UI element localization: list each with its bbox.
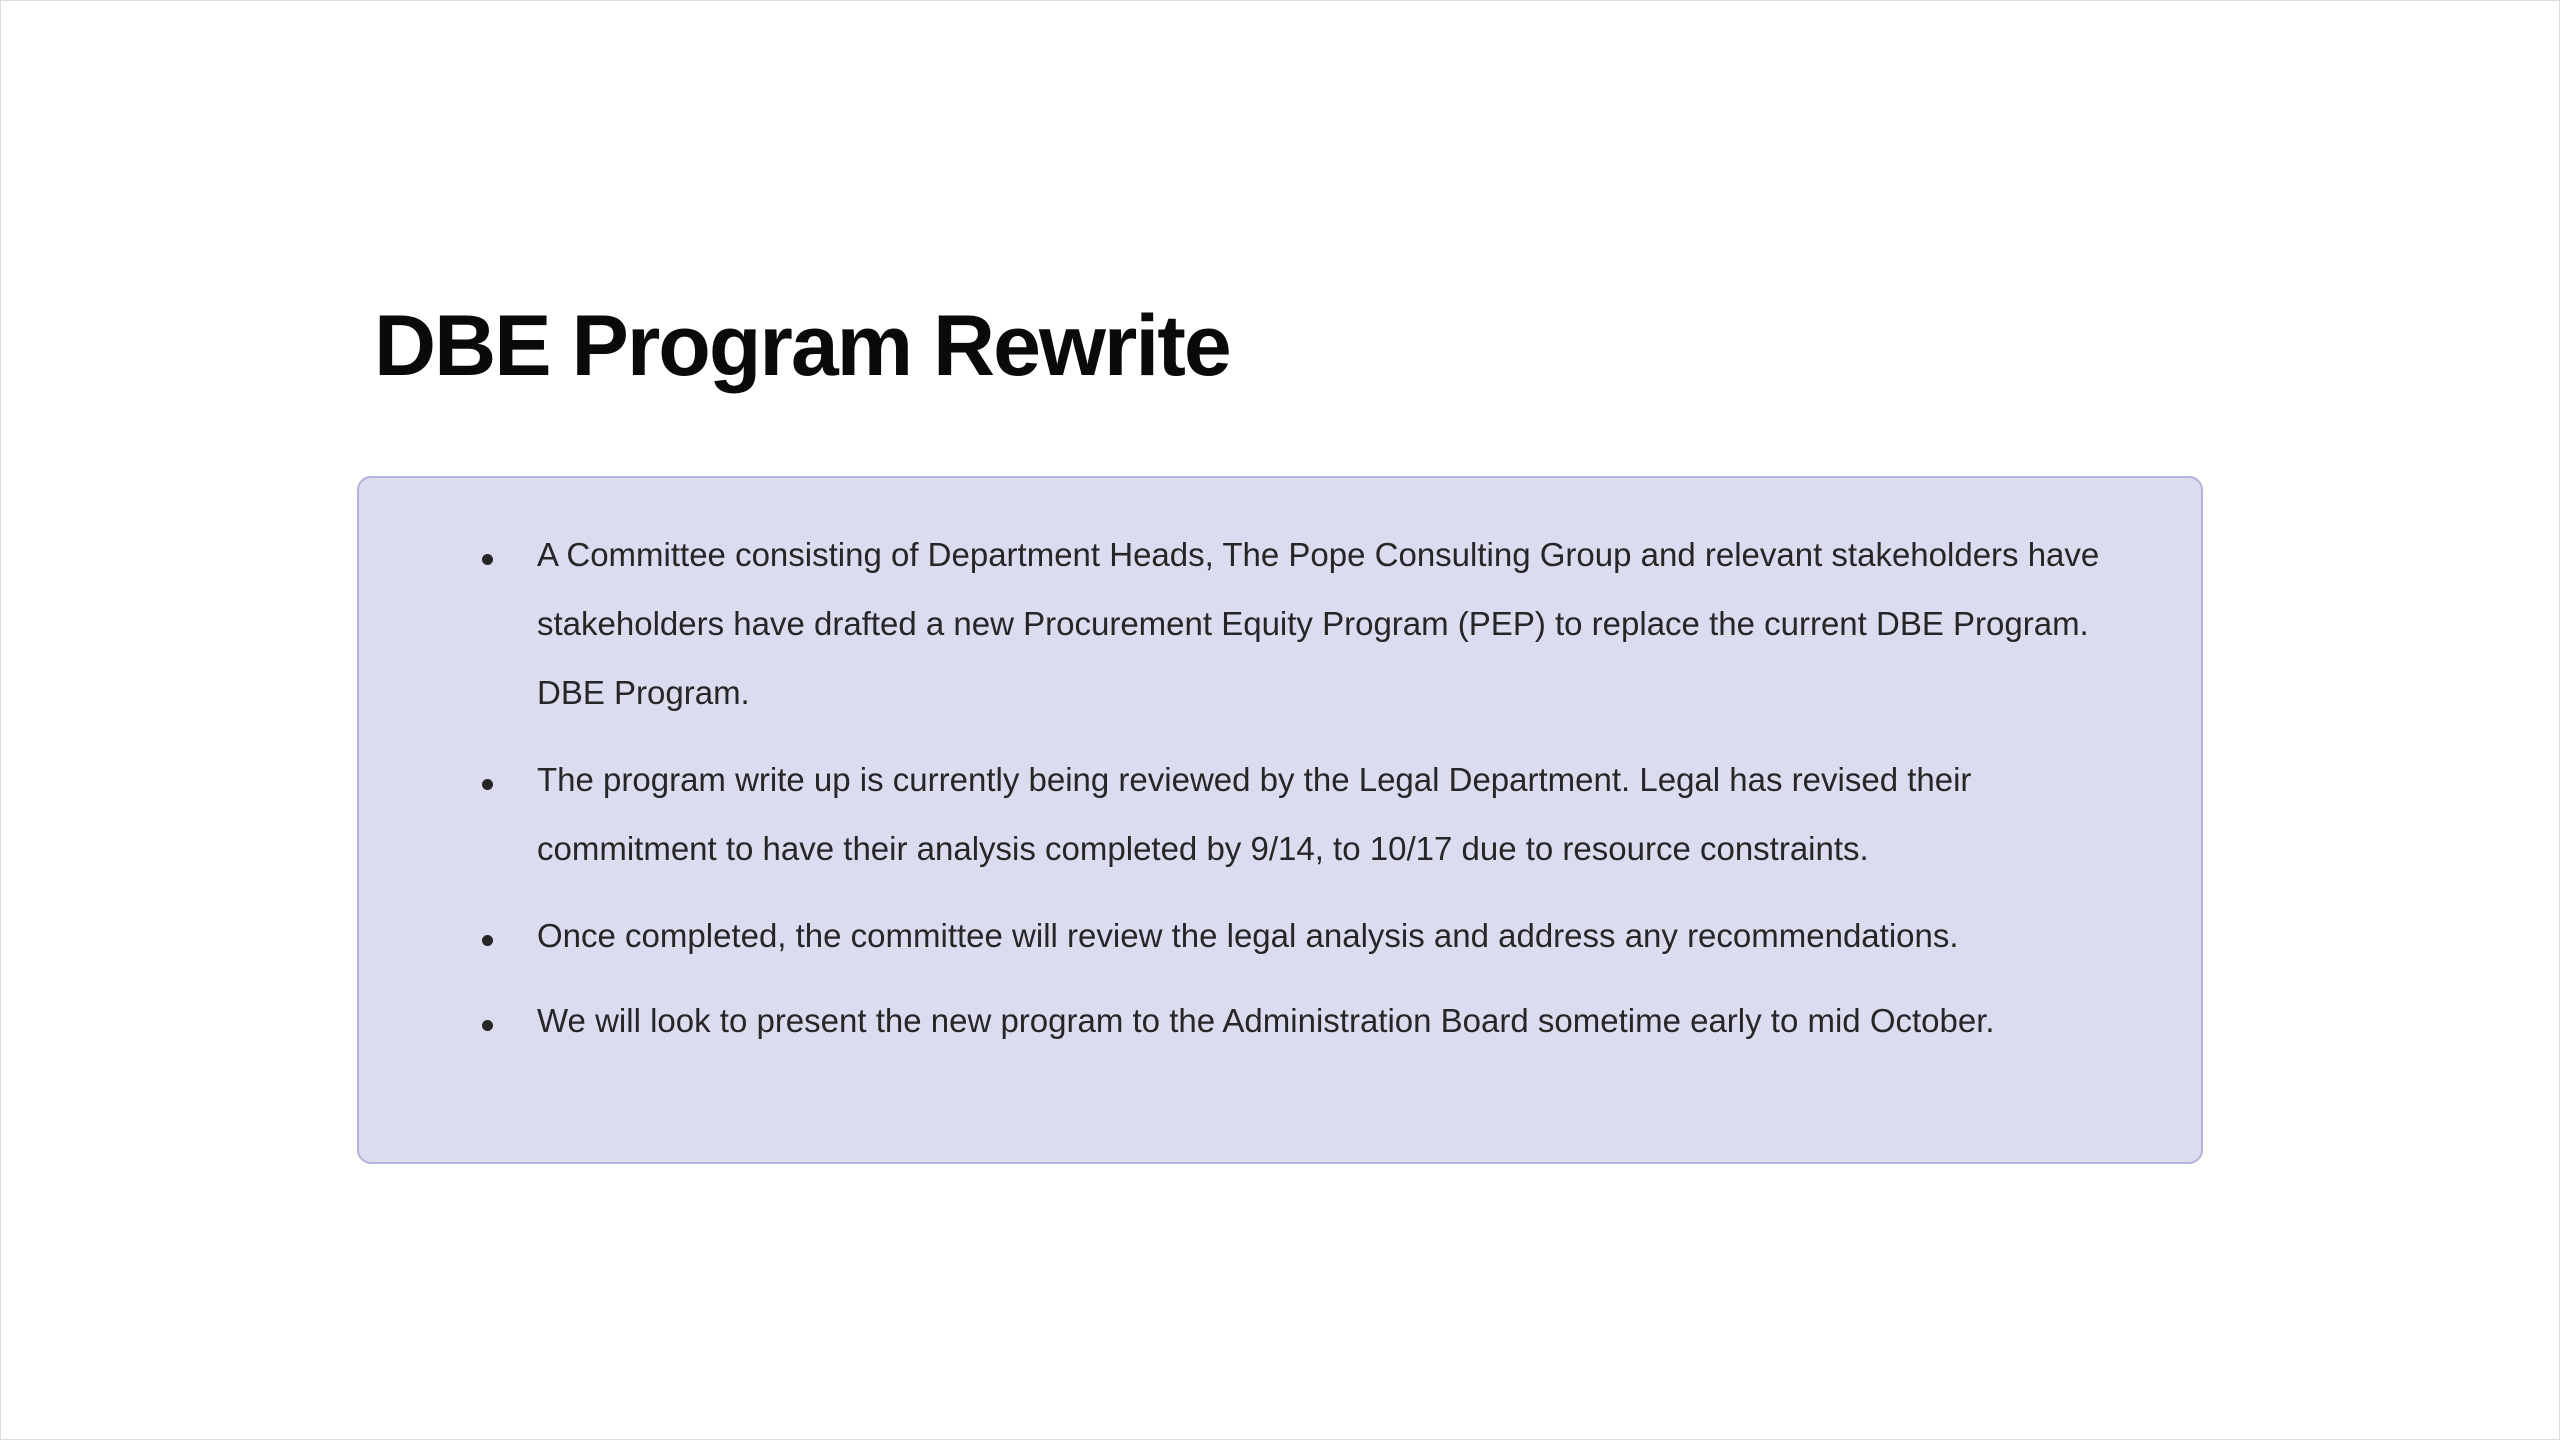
slide-title: DBE Program Rewrite (374, 298, 1230, 394)
bullet-text: We will look to present the new program to the Administration Board sometime early to mid October. (537, 1002, 1995, 1039)
bullet-icon (482, 935, 493, 946)
bullet-text: The program write up is currently being reviewed by the Legal Department. Legal has revised their commitment to have their analysis completed by 9/14, to 10/17 due to resource constraints. (537, 761, 1972, 867)
bullet-icon (482, 1020, 493, 1031)
content-box (357, 476, 2203, 1164)
bullet-icon (482, 779, 493, 790)
bullet-icon (482, 554, 493, 565)
bullet-text: A Committee consisting of Department Heads, The Pope Consulting Group and relevant stakeholders have stakeholders have drafted a new Procurement Equity Program (PEP) to replace the current DBE Program. DBE Program. (537, 536, 2100, 711)
bullet-text: Once completed, the committee will review the legal analysis and address any recommendations. (537, 917, 1959, 954)
